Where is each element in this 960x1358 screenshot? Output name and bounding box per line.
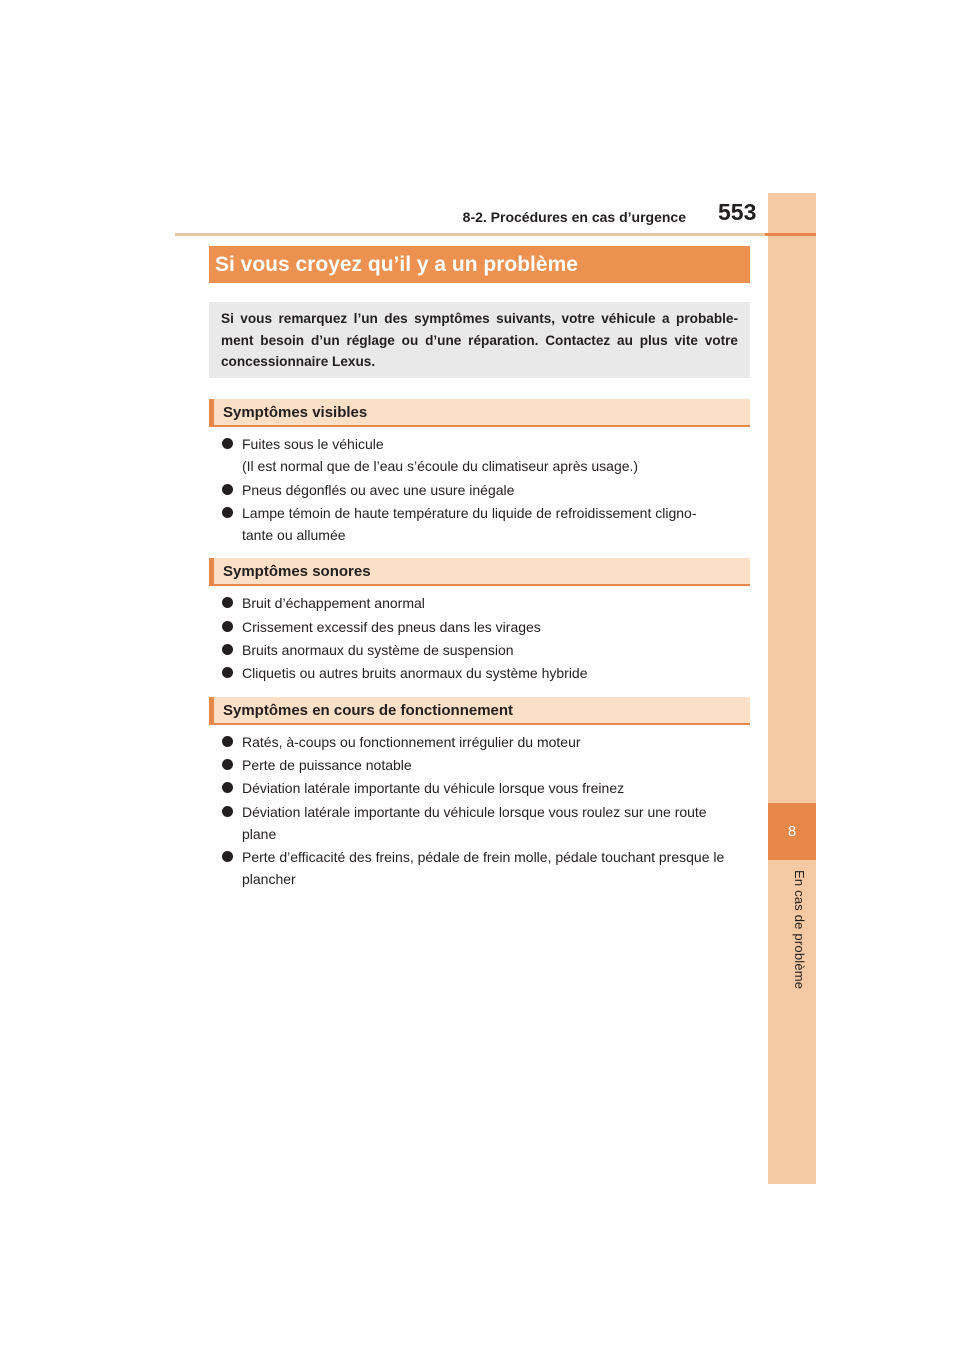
bullet-icon — [222, 806, 233, 817]
intro-text: Si vous remarquez l’un des symptômes suivants, votre véhicule a probable-ment besoin d’un réglage ou d’une réparation. Contactez au plus vite votre concessionnaire Lexus. — [221, 311, 738, 369]
chapter-label: En cas de problème — [792, 870, 807, 990]
list-item — [222, 639, 750, 661]
list-item-text: Fuites sous le véhicule — [242, 436, 384, 452]
list-item — [222, 777, 750, 799]
page-title: Si vous croyez qu’il y a un problème — [209, 246, 750, 283]
intro-box — [209, 302, 750, 378]
chapter-number: 8 — [787, 823, 797, 840]
list-item — [222, 592, 750, 614]
list-item — [222, 754, 750, 776]
list-item-text: Lampe témoin de haute température du liquide de refroidissement cligno- — [242, 505, 697, 521]
bullet-icon — [222, 438, 233, 449]
list-item-text: Cliquetis ou autres bruits anormaux du système hybride — [242, 665, 588, 681]
side-tab — [768, 193, 816, 1184]
list-item — [222, 801, 750, 845]
bullet-icon — [222, 597, 233, 608]
bullet-icon — [222, 484, 233, 495]
header-rule-accent — [765, 233, 816, 236]
bullet-icon — [222, 851, 233, 862]
bullet-icon — [222, 621, 233, 632]
list-item-text: Déviation latérale importante du véhicule lorsque vous freinez — [242, 780, 625, 796]
bullet-icon — [222, 736, 233, 747]
list-item-text-cont: (Il est normal que de l’eau s’écoule du climatiseur après usage.) — [242, 458, 639, 474]
bullet-icon — [222, 644, 233, 655]
bullet-icon — [222, 782, 233, 793]
list-item — [222, 731, 750, 753]
list-item — [222, 616, 750, 638]
section-header-title: 8-2. Procédures en cas d’urgence — [462, 209, 686, 225]
section-heading-operation: Symptômes en cours de fonctionnement — [209, 697, 750, 725]
page-number: 553 — [718, 199, 757, 225]
list-item — [222, 433, 750, 477]
list-item — [222, 479, 750, 501]
header-rule — [175, 233, 816, 236]
list-item-text-cont: plane — [242, 826, 277, 842]
list-item-text: Perte de puissance notable — [242, 757, 412, 773]
list-item-text: Bruit d’échappement anormal — [242, 595, 425, 611]
list-item-text-cont: tante ou allumée — [242, 527, 346, 543]
list-item-text: Pneus dégonflés ou avec une usure inégale — [242, 482, 515, 498]
list-item — [222, 502, 750, 546]
bullet-icon — [222, 759, 233, 770]
chapter-number-tab — [768, 803, 816, 860]
list-item-text: Ratés, à-coups ou fonctionnement irrégulier du moteur — [242, 734, 581, 750]
section-heading-sounds: Symptômes sonores — [209, 558, 750, 586]
list-item-text: Déviation latérale importante du véhicule lorsque vous roulez sur une route — [242, 804, 707, 820]
bullet-icon — [222, 507, 233, 518]
bullet-icon — [222, 667, 233, 678]
list-item — [222, 846, 750, 890]
list-item-text: Perte d’efficacité des freins, pédale de frein molle, pédale touchant presque le — [242, 849, 725, 865]
list-item — [222, 662, 750, 684]
section-heading-visible: Symptômes visibles — [209, 399, 750, 427]
list-item-text: Crissement excessif des pneus dans les virages — [242, 619, 541, 635]
list-item-text-cont: plancher — [242, 871, 296, 887]
list-item-text: Bruits anormaux du système de suspension — [242, 642, 514, 658]
